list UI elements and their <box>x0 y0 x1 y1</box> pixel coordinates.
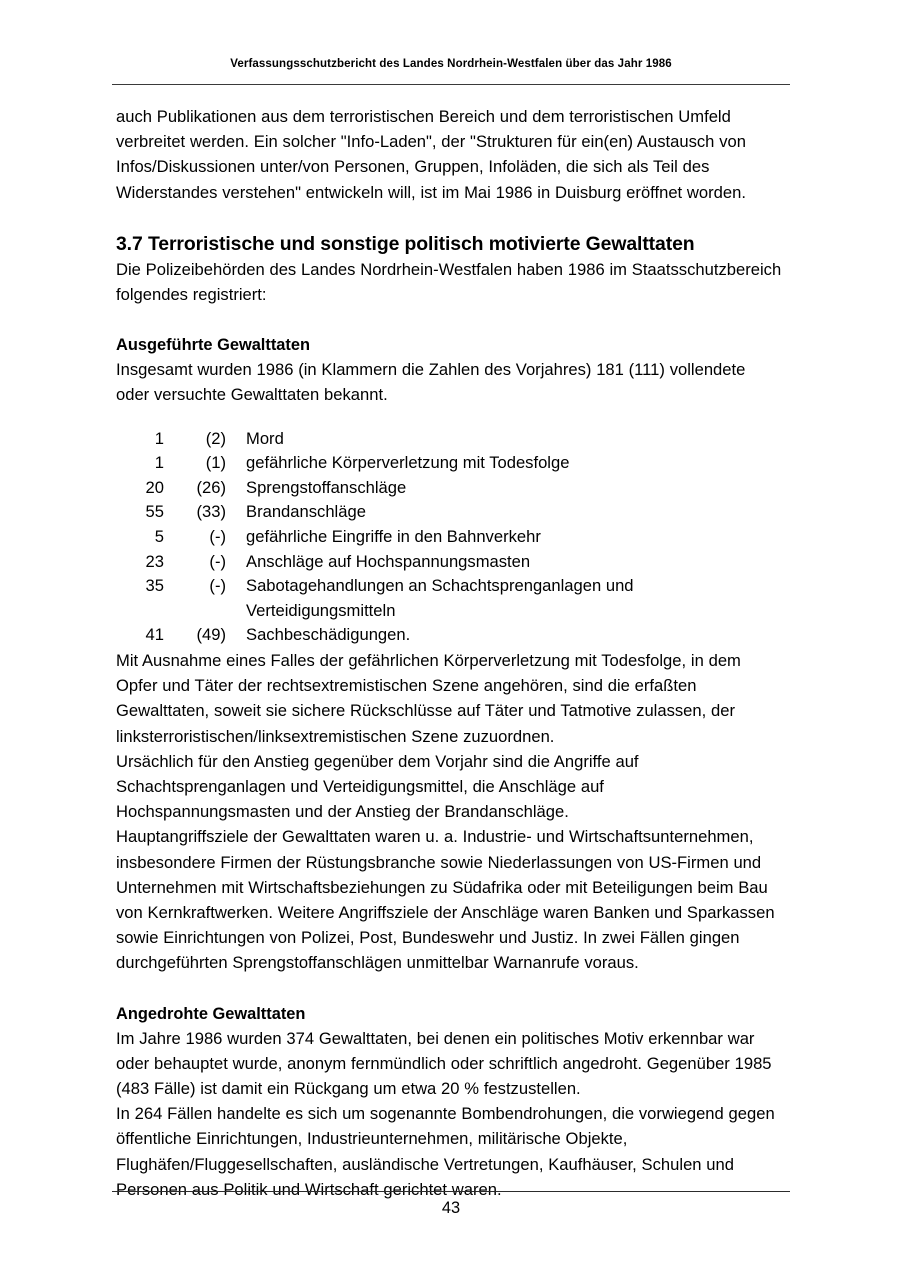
statistics-offence-label-text: Sachbeschädigungen. <box>246 625 411 645</box>
section-intro-paragraph: Die Polizeibehörden des Landes Nordrhein-Westfalen haben 1986 im Staatsschutzbereich folgendes registriert: <box>116 259 782 305</box>
executed-lead-paragraph: Insgesamt wurden 1986 (in Klammern die Zahlen des Vorjahres) 181 (111) vollendete oder versuchte Gewalttaten bekannt. <box>116 360 746 405</box>
statistics-offence-label <box>226 574 782 623</box>
statistics-offence-label-text: Anschläge auf Hochspannungsmasten <box>246 551 531 571</box>
footer-rule <box>112 1191 790 1192</box>
statistics-offence-label-continuation: Verteidigungsmitteln <box>246 600 396 620</box>
statistics-row <box>116 550 782 575</box>
statistics-previous-year-value: (1) <box>205 453 226 473</box>
statistics-row <box>116 427 782 452</box>
statistics-row <box>116 525 782 550</box>
statistics-previous-year-value: (33) <box>196 502 226 522</box>
statistics-current-year-value: 55 <box>145 502 164 522</box>
subsection-title-executed: Ausgeführte Gewalttaten <box>116 336 310 355</box>
statistics-current-year-value: 1 <box>154 453 164 473</box>
intro-paragraph: auch Publikationen aus dem terroristischen Bereich und dem terroristischen Umfeld verbreitet werden. Ein solcher "Info-Laden", der "Strukturen für ein(en) Austausch von Infos/Diskussionen unter/von Personen, Gruppen, Infoläden, die sich als Teil des Widerstandes verstehen" entwickeln will, ist im Mai 1986 in Duisburg eröffnet worden. <box>116 107 746 202</box>
statistics-offence-label <box>226 427 782 452</box>
statistics-offence-label <box>226 451 782 476</box>
statistics-row <box>116 623 782 648</box>
statistics-previous-year-value: (-) <box>209 551 226 571</box>
page-body <box>116 104 782 1202</box>
threatened-paragraph-one: Im Jahre 1986 wurden 374 Gewalttaten, bei denen ein politisches Motiv erkennbar war oder behauptet wurde, anonym fernmündlich oder schriftlich angedroht. Gegenüber 1985 (483 Fälle) ist damit ein Rückgang um etwa 20 % festzustellen. <box>116 1028 772 1099</box>
statistics-previous-year-value: (26) <box>196 477 226 497</box>
statistics-offence-label-text: gefährliche Eingriffe in den Bahnverkehr <box>246 527 541 546</box>
running-head: Verfassungsschutzbericht des Landes Nordrhein-Westfalen über das Jahr 1986 <box>230 58 672 70</box>
statistics-previous-year-value: (-) <box>209 527 226 546</box>
section-title: 3.7 Terroristische und sonstige politisch motivierte Gewalttaten <box>116 232 695 255</box>
subsection-title-threatened: Angedrohte Gewalttaten <box>116 1004 306 1023</box>
page-number: 43 <box>441 1199 461 1217</box>
attribution-paragraph: Mit Ausnahme eines Falles der gefährlichen Körperverletzung mit Todesfolge, in dem Opfer und Täter der rechtsextremistischen Szene angehören, sind die erfaßten Gewalttaten, soweit sie sichere Rückschlüsse auf Täter und Tatmotive zulassen, der linksterroristischen/linksextremistischen Szene zuzuordnen. <box>116 650 741 746</box>
statistics-offence-label <box>226 525 782 550</box>
statistics-current-year-value: 23 <box>145 551 164 571</box>
statistics-offence-label-text: Sprengstoffanschläge <box>246 477 407 497</box>
statistics-row <box>116 500 782 525</box>
statistics-offence-label-text: Sabotagehandlungen an Schachtsprenganlagen und <box>246 576 634 596</box>
increase-paragraph: Ursächlich für den Anstieg gegenüber dem Vorjahr sind die Angriffe auf Schachtsprenganlagen und Verteidigungsmittel, die Anschläge auf Hochspannungsmasten und der Anstieg der Brandanschläge. <box>116 751 639 822</box>
statistics-current-year-value: 1 <box>154 428 164 448</box>
statistics-current-year-value: 5 <box>154 527 164 546</box>
statistics-offence-label-text: Brandanschläge <box>246 502 366 522</box>
statistics-row <box>116 476 782 501</box>
statistics-current-year-value: 41 <box>145 625 164 645</box>
targets-paragraph: Hauptangriffsziele der Gewalttaten waren u. a. Industrie- und Wirtschaftsunternehmen, insbesondere Firmen der Rüstungsbranche sowie Niederlassungen von US-Firmen und Unternehmen mit Wirtschaftsbeziehungen zu Südafrika oder mit Beteiligungen beim Bau von Kernkraftwerken. Weitere Angriffsziele der Anschläge waren Banken und Sparkassen sowie Einrichtungen von Polizei, Post, Bundeswehr und Justiz. In zwei Fällen gingen durchgeführten Sprengstoffanschlägen unmittelbar Warnanrufe voraus. <box>116 827 775 973</box>
statistics-offence-label <box>226 500 782 525</box>
statistics-offence-label-text: Mord <box>246 428 284 448</box>
statistics-row <box>116 451 782 476</box>
statistics-current-year-value: 20 <box>145 477 164 497</box>
statistics-offence-label <box>226 550 782 575</box>
statistics-previous-year-value: (2) <box>205 428 226 448</box>
statistics-previous-year-value: (-) <box>209 576 226 596</box>
statistics-previous-year-value: (49) <box>196 625 226 645</box>
threatened-paragraph-two: In 264 Fällen handelte es sich um sogenannte Bombendrohungen, die vorwiegend gegen öffentliche Einrichtungen, Industrieunternehmen, militärische Objekte, Flughäfen/Fluggesellschaften, ausländische Vertretungen, Kaufhäuser, Schulen und Personen aus Politik und Wirtschaft gerichtet waren. <box>116 1104 775 1199</box>
header-rule <box>112 84 790 85</box>
statistics-row <box>116 574 782 623</box>
statistics-offence-label-text: gefährliche Körperverletzung mit Todesfolge <box>246 453 570 473</box>
statistics-offence-label <box>226 623 782 648</box>
statistics-list <box>116 427 782 648</box>
statistics-current-year-value: 35 <box>145 576 164 596</box>
statistics-offence-label <box>226 476 782 501</box>
